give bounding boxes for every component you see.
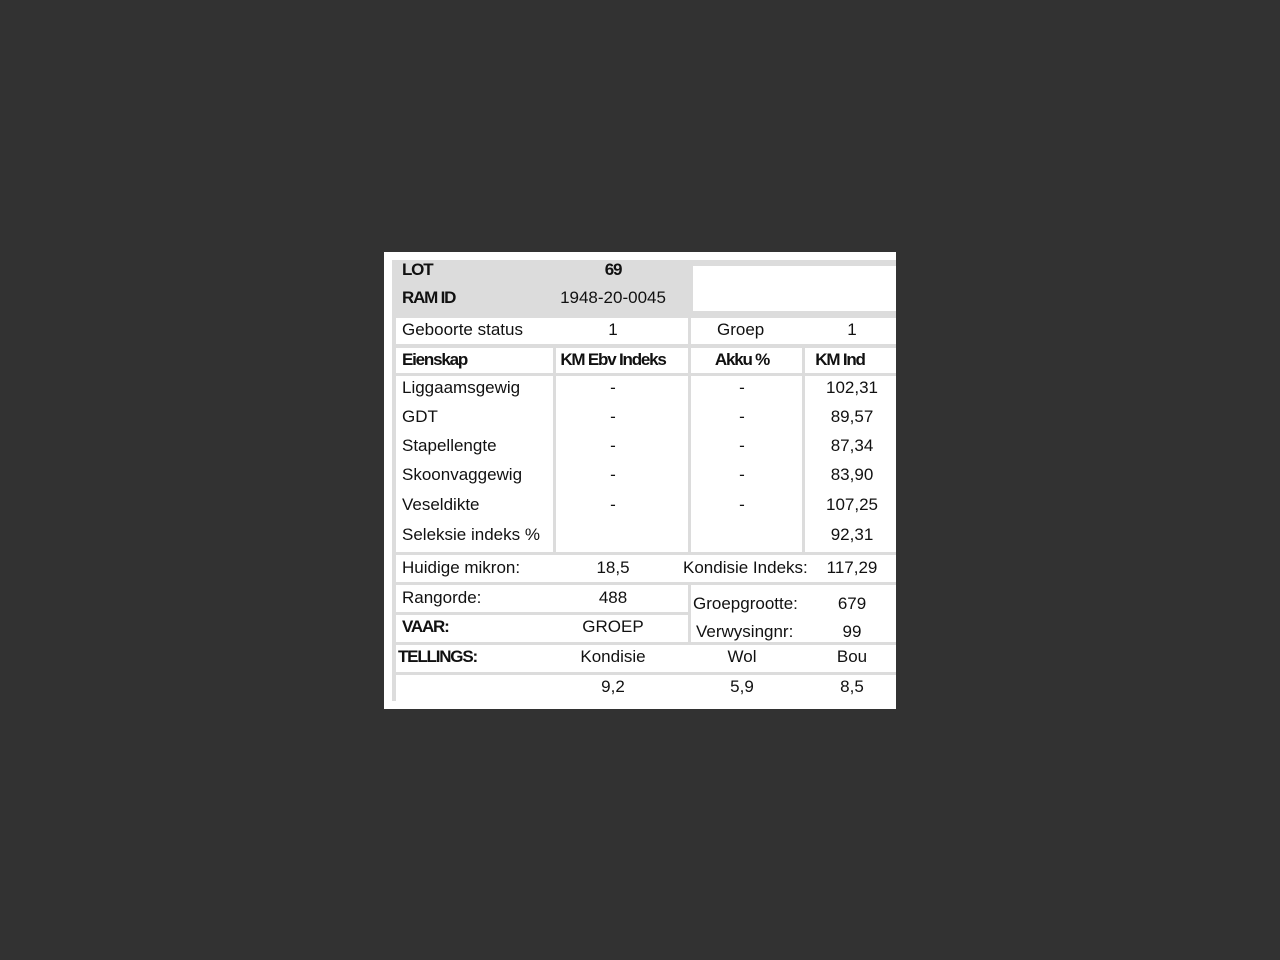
scores-value-row [396,675,896,701]
trait-ebv: - [610,465,616,484]
condition-index-value: 117,29 [826,558,878,577]
group-label: Groep [717,320,765,339]
trait-ind: 87,34 [830,436,874,455]
trait-akku: - [739,465,745,484]
col-header-ind-label: KM Ind [815,350,865,369]
col-header-trait [396,348,553,373]
trait-ebv: - [610,407,616,426]
ram-id-label: RAM ID [402,288,456,307]
score-header-build: Bou [836,647,868,666]
ranking-value: 488 [598,588,628,607]
trait-name: Seleksie indeks % [402,525,540,544]
ranking-cell [396,585,688,612]
group-size-value: 679 [837,594,867,613]
ram-info-panel [392,260,896,701]
scores-label: TELLINGS: [398,647,477,666]
sire-value: GROEP [582,617,644,636]
trait-akku: - [739,495,745,514]
score-header-wool: Wol [727,647,757,666]
lot-value: 69 [604,260,622,279]
group-value: 1 [847,320,857,339]
ram-id-value: 1948-20-0045 [560,288,666,307]
group-size-label: Groepgrootte: [693,594,798,613]
birth-status-label: Geboorte status [402,320,523,339]
score-value-wool: 5,9 [730,677,754,696]
col-header-ebv-label: KM Ebv Indeks [560,350,666,369]
scores-header-row [396,645,896,672]
col-header-akku [691,348,802,373]
trait-ind: 83,90 [830,465,874,484]
score-value-build: 8,5 [840,677,864,696]
trait-akku: - [739,378,745,397]
group-size-cell [691,585,896,642]
trait-name: Veseldikte [402,495,480,514]
condition-index-label: Kondisie Indeks: [683,558,808,577]
trait-akku: - [739,436,745,455]
score-header-condition: Kondisie [580,647,646,666]
trait-name: Skoonvaggewig [402,465,523,484]
trait-ind: 102,31 [826,378,878,397]
akku-column [691,376,802,552]
col-header-ind [805,348,896,373]
reference-label: Verwysingnr: [696,622,794,641]
trait-name: GDT [402,407,438,426]
trait-name: Stapellengte [402,436,497,455]
col-header-ebv [556,348,688,373]
ram-info-card [384,252,896,709]
micron-label: Huidige mikron: [402,558,521,577]
trait-akku: - [739,407,745,426]
trait-ind: 107,25 [826,495,878,514]
reference-value: 99 [842,622,862,641]
trait-ebv: - [610,436,616,455]
micron-value: 18,5 [596,558,630,577]
lot-label: LOT [402,260,433,279]
micron-row [396,555,896,582]
trait-ind: 92,31 [830,525,874,544]
col-header-akku-label: Akku % [714,350,770,369]
group-cell [691,318,896,344]
trait-ebv: - [610,495,616,514]
trait-ind: 89,57 [830,407,874,426]
score-value-condition: 9,2 [601,677,625,696]
blank-header-box [693,266,896,311]
trait-name: Liggaamsgewig [402,378,521,397]
ebv-column [556,376,688,552]
col-header-trait-label: Eienskap [402,350,468,369]
birth-status-cell [396,318,688,344]
ranking-label: Rangorde: [402,588,482,607]
trait-ebv: - [610,378,616,397]
sire-cell [396,615,688,642]
sire-label: VAAR: [402,617,449,636]
birth-status-value: 1 [608,320,618,339]
